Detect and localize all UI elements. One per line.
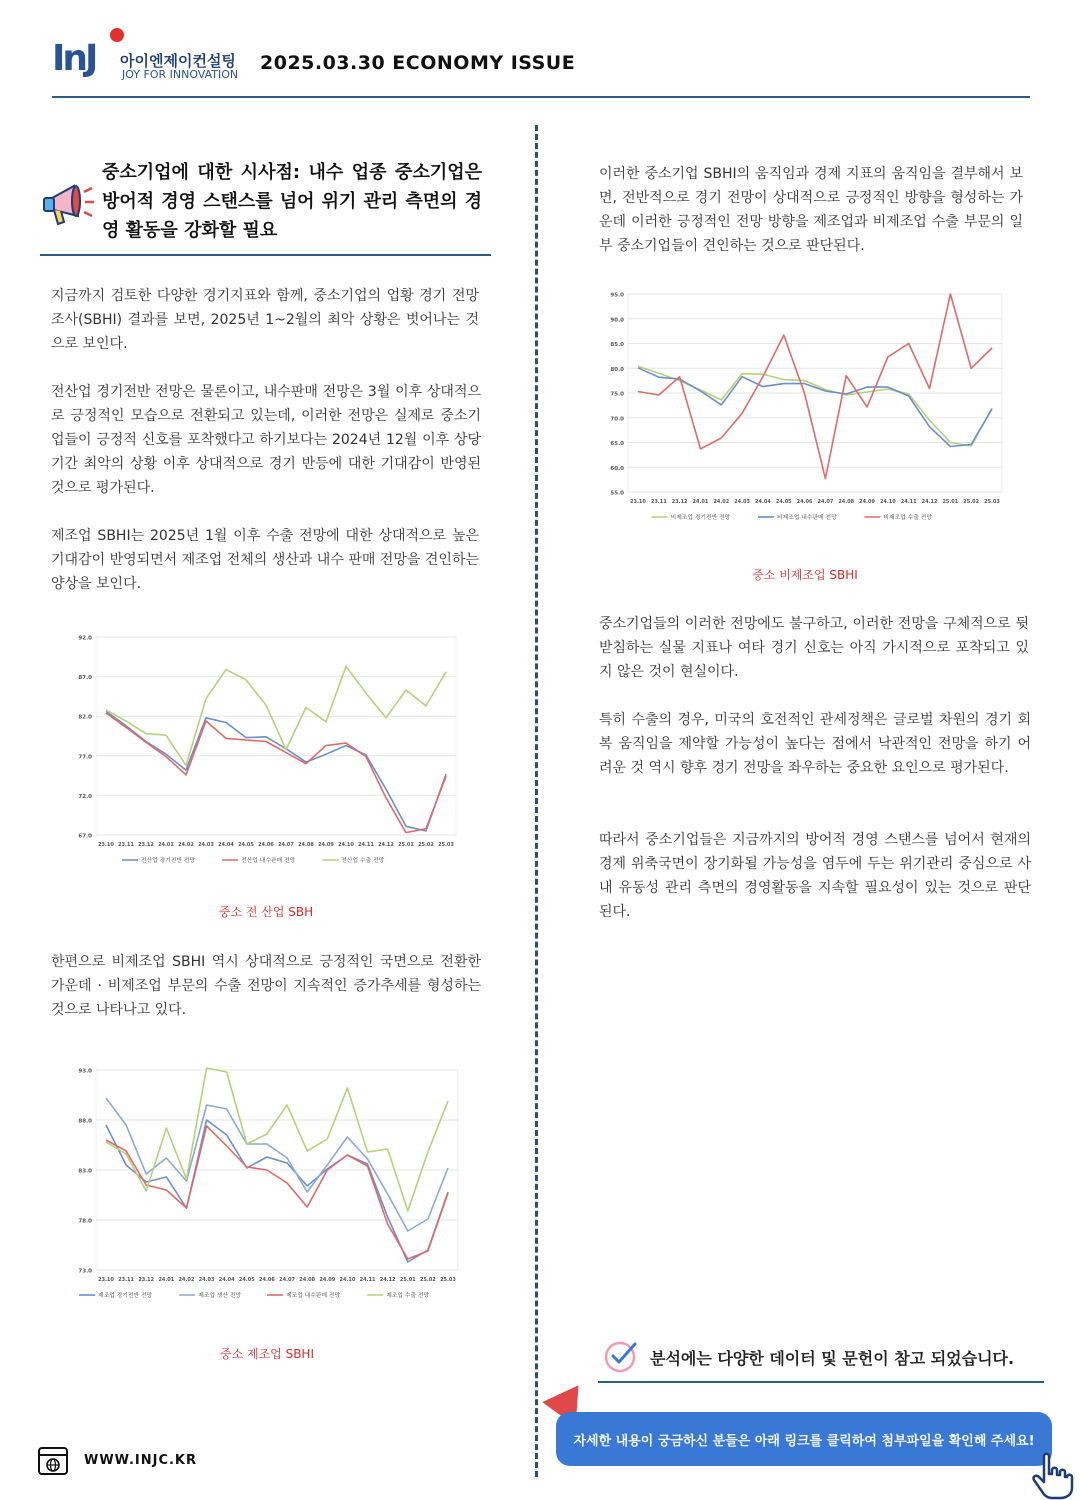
x-tick-label: 23.12 xyxy=(138,842,154,848)
x-tick-label: 24.11 xyxy=(358,842,374,848)
y-tick-label: 70.0 xyxy=(610,416,624,423)
left-paragraph-2: 전산업 경기전반 전망은 물론이고, 내수판매 전망은 3월 이후 상대적으로 긍정적인 모습으로 전환되고 있는데, 이러한 전망은 실제로 중소기업들이 긍정적 신호를 포착했다고 하기보다는 2024년 12월 이후 상당 기간 최악의 상황 이후 상대적으로 경기 반등에 대한 기대감이 반영된 것으로 평가된다. xyxy=(51,384,481,496)
attachment-link-label: 자세한 내용이 궁금하신 분들은 아래 링크를 클릭하여 첨부파일을 확인해 주세요! xyxy=(573,1433,1035,1449)
x-tick-label: 24.11 xyxy=(900,499,917,505)
logo-korean-name: 아이엔제이컨설팅 xyxy=(120,52,236,70)
x-tick-label: 24.02 xyxy=(178,842,194,848)
x-tick-label: 24.08 xyxy=(298,842,314,848)
megaphone-icon xyxy=(40,176,96,232)
check-circle-icon xyxy=(603,1338,639,1374)
x-tick-label: 25.02 xyxy=(418,842,434,848)
y-tick-label: 75.0 xyxy=(610,391,624,398)
x-tick-label: 25.01 xyxy=(398,842,414,848)
y-tick-label: 88.0 xyxy=(78,1118,92,1125)
legend-label: 제조업 생산 전망 xyxy=(198,1293,242,1299)
y-tick-label: 92.0 xyxy=(78,635,92,642)
x-tick-label: 24.03 xyxy=(734,499,751,505)
x-tick-label: 24.12 xyxy=(378,842,394,848)
y-tick-label: 95.0 xyxy=(610,292,624,299)
legend-label: 전산업 수출 전망 xyxy=(341,858,385,864)
x-tick-label: 23.12 xyxy=(138,1277,155,1283)
web-icon xyxy=(38,1447,68,1475)
y-tick-label: 65.0 xyxy=(610,441,624,447)
right-paragraph-3: 특히 수출의 경우, 미국의 호전적인 관세정책은 글로벌 차원의 경기 회복 움직임을 제약할 가능성이 높다는 점에서 낙관적인 전망을 하기 어려운 것 역시 향후 경기 전망을 좌우하는 중요한 요인으로 평가된다. xyxy=(599,712,1031,776)
x-tick-label: 23.11 xyxy=(118,1277,135,1283)
chart-manufacturing xyxy=(66,1058,468,1312)
x-tick-label: 23.10 xyxy=(98,842,114,848)
sources-underline xyxy=(598,1381,1044,1383)
y-tick-label: 80.0 xyxy=(610,366,624,373)
y-tick-label: 77.0 xyxy=(78,754,92,761)
y-tick-label: 67.0 xyxy=(78,833,92,840)
x-tick-label: 24.01 xyxy=(692,499,709,505)
x-tick-label: 24.02 xyxy=(178,1277,195,1283)
x-tick-label: 24.07 xyxy=(279,1277,295,1283)
chart-non-manufacturing xyxy=(598,282,1012,534)
x-tick-label: 24.12 xyxy=(921,499,938,505)
page-header xyxy=(52,28,1030,98)
right-paragraph-1: 이러한 중소기업 SBHI의 움직임과 경제 지표의 움직임을 결부해서 보면, 전반적으로 경기 전망이 상대적으로 긍정적인 방향을 형성하는 가운데 이러한 긍정적인 전망 방향을 제조업과 비제조업 수출 부문의 일부 중소기업들이 견인하는 것으로 판단된다. xyxy=(599,166,1023,254)
x-tick-label: 24.07 xyxy=(817,499,834,505)
x-tick-label: 24.09 xyxy=(319,1277,336,1283)
x-tick-label: 24.01 xyxy=(158,1277,175,1283)
y-tick-label: 78.0 xyxy=(78,1218,92,1225)
y-tick-label: 82.0 xyxy=(78,714,92,721)
x-tick-label: 24.09 xyxy=(318,842,334,848)
x-tick-label: 24.08 xyxy=(299,1277,316,1283)
x-tick-label: 24.10 xyxy=(338,842,354,848)
x-tick-label: 24.04 xyxy=(755,499,771,505)
x-tick-label: 25.01 xyxy=(399,1277,416,1283)
x-tick-label: 25.03 xyxy=(438,842,454,848)
logo-tagline: JOY FOR INNOVATION xyxy=(122,68,239,81)
x-tick-label: 25.01 xyxy=(942,499,959,505)
x-tick-label: 24.06 xyxy=(258,842,274,848)
left-paragraph-4: 한편으로 비제조업 SBHI 역시 상대적으로 긍정적인 국면으로 전환한 가운데 · 비제조업 부문의 수출 전망이 지속적인 증가추세를 형성하는 것으로 나타나고 있다. xyxy=(51,954,481,1018)
legend-label: 제조업 내수판매 전망 xyxy=(286,1293,341,1299)
x-tick-label: 24.03 xyxy=(198,842,214,848)
x-tick-label: 25.02 xyxy=(419,1277,436,1283)
y-tick-label: 83.0 xyxy=(78,1168,92,1175)
x-tick-label: 24.11 xyxy=(359,1277,376,1283)
y-tick-label: 87.0 xyxy=(78,675,92,682)
x-tick-label: 24.06 xyxy=(796,499,813,505)
x-tick-label: 24.01 xyxy=(158,842,174,848)
right-paragraph-4: 따라서 중소기업들은 지금까지의 방어적 경영 스탠스를 넘어서 현재의 경제 위축국면이 장기화될 가능성을 염두에 두는 위기관리 중심으로 사내 유동성 관리 측면의 경영활동을 지속할 필요성이 있는 것으로 판단된다. xyxy=(599,832,1031,920)
x-tick-label: 24.05 xyxy=(238,842,254,848)
x-tick-label: 24.09 xyxy=(859,499,875,505)
x-tick-label: 23.10 xyxy=(630,499,646,505)
issue-title: 2025.03.30 ECONOMY ISSUE xyxy=(260,52,576,74)
left-paragraph-1: 지금까지 검토한 다양한 경기지표와 함께, 중소기업의 업황 경기 전망 조사(SBHI) 결과를 보면, 2025년 1~2월의 최악 상황은 벗어나는 것으로 보인다. xyxy=(51,288,479,352)
x-tick-label: 23.12 xyxy=(671,499,688,505)
section-title: 중소기업에 대한 시사점: 내수 업종 중소기업은 방어적 경영 스탠스를 넘어 위기 관리 측면의 경영 활동을 강화할 필요 xyxy=(102,162,482,241)
y-tick-label: 93.0 xyxy=(78,1068,92,1075)
x-tick-label: 24.05 xyxy=(775,499,792,505)
x-tick-label: 24.10 xyxy=(339,1277,356,1283)
x-tick-label: 24.04 xyxy=(218,1277,235,1283)
title-underline xyxy=(40,254,491,256)
plot-area xyxy=(96,637,456,835)
x-tick-label: 24.07 xyxy=(278,842,294,848)
x-tick-label: 24.06 xyxy=(259,1277,275,1283)
x-tick-label: 24.12 xyxy=(379,1277,396,1283)
website-url: WWW.INJC.KR xyxy=(84,1453,198,1468)
chart-caption-all-industry: 중소 전 산업 SBH xyxy=(218,905,314,919)
legend-label: 제조업 경기전반 전망 xyxy=(98,1293,153,1299)
left-paragraph-3: 제조업 SBHI는 2025년 1월 이후 수출 전망에 대한 상대적으로 높은 기대감이 반영되면서 제조업 전체의 생산과 내수 판매 전망을 견인하는 양상을 보인다. xyxy=(51,528,479,592)
x-tick-label: 24.02 xyxy=(713,499,730,505)
logo-mark: InJ xyxy=(52,38,96,79)
x-tick-label: 23.11 xyxy=(118,842,134,848)
attachment-link-button[interactable] xyxy=(556,1412,1052,1466)
hand-pointer-icon xyxy=(1030,1450,1080,1500)
x-tick-label: 25.02 xyxy=(963,499,980,505)
chart-caption-non-manufacturing: 중소 비제조업 SBHI xyxy=(752,568,858,582)
x-tick-label: 24.10 xyxy=(879,499,896,505)
x-tick-label: 25.03 xyxy=(440,1277,456,1283)
x-tick-label: 24.04 xyxy=(218,842,234,848)
legend-label: 비제조업 수출 전망 xyxy=(883,515,932,521)
x-tick-label: 23.11 xyxy=(650,499,667,505)
y-tick-label: 90.0 xyxy=(610,317,624,324)
y-tick-label: 85.0 xyxy=(610,342,624,348)
x-tick-label: 25.03 xyxy=(984,499,1000,505)
legend-label: 전산업 내수판매 전망 xyxy=(241,858,296,864)
legend-label: 비제조업 내수판매 전망 xyxy=(777,515,837,521)
company-logo xyxy=(52,28,252,84)
x-tick-label: 24.08 xyxy=(838,499,855,505)
y-tick-label: 73.0 xyxy=(78,1268,92,1275)
right-paragraph-2: 중소기업들의 이러한 전망에도 불구하고, 이러한 전망을 구체적으로 뒷받침하는 실물 지표나 여타 경기 신호는 아직 가시적으로 포착되고 있지 않은 것이 현실이다. xyxy=(599,616,1029,680)
y-tick-label: 72.0 xyxy=(78,793,92,800)
logo-dot xyxy=(110,28,124,42)
chart-all-industry xyxy=(66,625,466,877)
column-divider xyxy=(535,125,538,1477)
legend-label: 제조업 수출 전망 xyxy=(386,1293,430,1299)
y-tick-label: 55.0 xyxy=(610,490,624,497)
legend-label: 비제조업 경기전반 전망 xyxy=(670,515,731,521)
sources-note: 분석에는 다양한 데이터 및 문헌이 참고 되었습니다. xyxy=(650,1349,1015,1368)
x-tick-label: 24.03 xyxy=(198,1277,215,1283)
x-tick-label: 24.05 xyxy=(238,1277,255,1283)
y-tick-label: 60.0 xyxy=(610,465,624,472)
legend-label: 전산업 경기전반 전망 xyxy=(140,858,195,864)
x-tick-label: 23.10 xyxy=(98,1277,114,1283)
chart-caption-manufacturing: 중소 제조업 SBHI xyxy=(219,1347,314,1361)
